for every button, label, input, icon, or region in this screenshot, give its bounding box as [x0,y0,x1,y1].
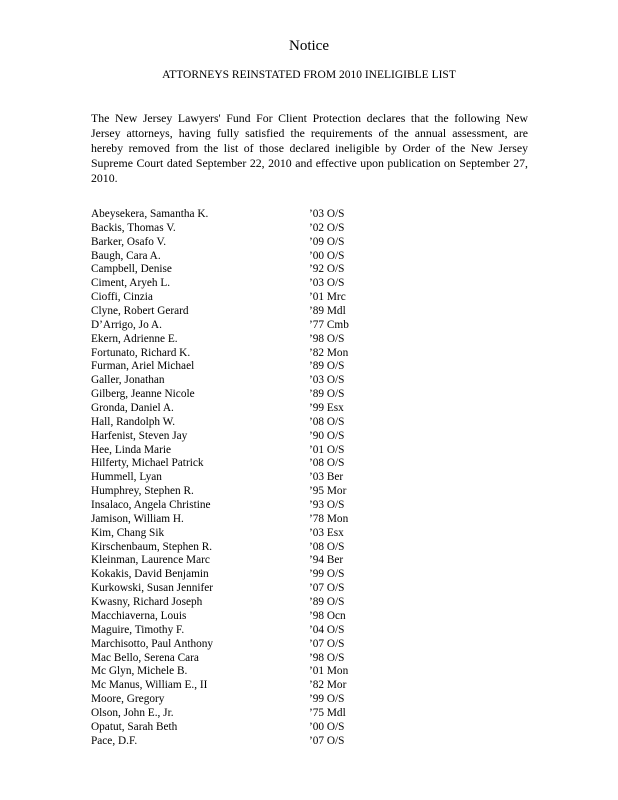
attorney-name: D’Arrigo, Jo A. [91,318,162,331]
attorney-name: Backis, Thomas V. [91,221,176,234]
attorney-name: Fortunato, Richard K. [91,346,191,359]
attorney-year-county: ’00 O/S [309,720,345,733]
attorney-year-county: ’03 Esx [309,526,344,539]
attorney-year-county: ’08 O/S [309,457,345,470]
attorney-row [91,652,391,666]
attorney-year-county: ’78 Mon [309,512,349,525]
attorney-name: Gronda, Daniel A. [91,402,174,415]
attorney-name: Mac Bello, Serena Cara [91,651,199,664]
attorney-row [91,596,391,610]
attorney-name: Kim, Chang Sik [91,526,165,539]
attorney-row [91,236,391,250]
attorney-year-county: ’07 O/S [309,734,345,747]
attorney-row [91,319,391,333]
attorney-row [91,665,391,679]
attorney-row [91,277,391,291]
attorney-year-county: ’95 Mor [309,485,347,498]
attorney-row [91,554,391,568]
attorney-row [91,679,391,693]
attorney-year-county: ’99 O/S [309,568,345,581]
attorney-year-county: ’89 O/S [309,360,345,373]
attorney-year-county: ’82 Mor [309,679,347,692]
attorney-year-county: ’01 Mon [309,665,349,678]
attorney-name: Abeysekera, Samantha K. [91,208,209,220]
attorney-name: Macchiaverna, Louis [91,609,187,622]
attorney-year-county: ’89 Mdl [309,305,346,318]
attorney-year-county: ’98 Ocn [309,609,346,622]
attorney-name: Ciment, Aryeh L. [91,277,171,290]
attorney-row [91,402,391,416]
attorney-year-county: ’99 O/S [309,693,345,706]
attorney-name: Kleinman, Laurence Marc [91,554,210,567]
attorney-name: Furman, Ariel Michael [91,360,195,373]
attorney-name: Harfenist, Steven Jay [91,429,188,442]
attorney-year-county: ’89 O/S [309,596,345,609]
attorney-row [91,735,391,749]
attorney-year-county: ’92 O/S [309,263,345,276]
attorney-name: Barker, Osafo V. [91,235,167,248]
attorney-name: Hee, Linda Marie [91,443,171,456]
attorney-name: Jamison, William H. [91,512,184,525]
attorney-year-county: ’82 Mon [309,346,349,359]
attorney-name: Olson, John E., Jr. [91,706,174,719]
attorney-name: Maguire, Timothy F. [91,623,185,636]
attorney-row [91,513,391,527]
attorney-year-county: ’03 Ber [309,471,344,484]
attorney-name: Kirschenbaum, Stephen R. [91,540,213,553]
attorney-list [91,208,391,749]
attorney-name: Kokakis, David Benjamin [91,568,209,581]
attorney-name: Pace, D.F. [91,734,138,747]
attorney-year-county: ’07 O/S [309,582,345,595]
attorney-row [91,457,391,471]
attorney-year-county: ’01 O/S [309,443,345,456]
attorney-year-county: ’98 O/S [309,651,345,664]
attorney-row [91,721,391,735]
attorney-year-county: ’00 O/S [309,249,345,262]
attorney-name: Mc Manus, William E., II [91,679,208,692]
attorney-row [91,499,391,513]
attorney-name: Moore, Gregory [91,693,165,706]
attorney-name: Gilberg, Jeanne Nicole [91,388,195,401]
attorney-name: Humphrey, Stephen R. [91,485,194,498]
attorney-year-county: ’03 O/S [309,208,345,220]
attorney-year-county: ’98 O/S [309,332,345,345]
attorney-row [91,222,391,236]
attorney-name: Cioffi, Cinzia [91,291,153,304]
attorney-name: Hilferty, Michael Patrick [91,457,204,470]
attorney-row [91,333,391,347]
attorney-name: Insalaco, Angela Christine [91,499,211,512]
attorney-name: Opatut, Sarah Beth [91,720,178,733]
attorney-name: Mc Glyn, Michele B. [91,665,188,678]
attorney-year-county: ’09 O/S [309,235,345,248]
attorney-year-county: ’93 O/S [309,499,345,512]
notice-title: Notice [289,38,329,54]
attorney-row [91,624,391,638]
attorney-row [91,291,391,305]
attorney-name: Clyne, Robert Gerard [91,305,189,318]
attorney-year-county: ’08 O/S [309,415,345,428]
attorney-name: Hall, Randolph W. [91,415,176,428]
attorney-name: Ekern, Adrienne E. [91,332,178,345]
attorney-year-county: ’90 O/S [309,429,345,442]
attorney-row [91,360,391,374]
attorney-row [91,347,391,361]
attorney-row [91,374,391,388]
attorney-year-county: ’99 Esx [309,402,344,415]
attorney-row [91,541,391,555]
attorney-year-county: ’04 O/S [309,623,345,636]
attorney-year-county: ’02 O/S [309,221,345,234]
attorney-name: Baugh, Cara A. [91,249,161,262]
attorney-row [91,471,391,485]
attorney-year-county: ’94 Ber [309,554,344,567]
attorney-year-county: ’03 O/S [309,374,345,387]
notice-subtitle: ATTORNEYS REINSTATED FROM 2010 INELIGIBLE LIST [162,69,456,81]
attorney-row [91,416,391,430]
attorney-year-county: ’01 Mrc [309,291,346,304]
attorney-name: Marchisotto, Paul Anthony [91,637,214,650]
attorney-row [91,208,391,222]
attorney-row [91,638,391,652]
attorney-row [91,693,391,707]
attorney-row [91,305,391,319]
attorney-row [91,527,391,541]
attorney-name: Galler, Jonathan [91,374,165,387]
attorney-row [91,444,391,458]
attorney-name: Kurkowski, Susan Jennifer [91,582,214,595]
attorney-row [91,430,391,444]
attorney-name: Kwasny, Richard Joseph [91,596,203,609]
attorney-year-county: ’89 O/S [309,388,345,401]
attorney-row [91,582,391,596]
attorney-year-county: ’03 O/S [309,277,345,290]
attorney-row [91,610,391,624]
attorney-year-county: ’75 Mdl [309,706,346,719]
attorney-name: Hummell, Lyan [91,471,162,484]
attorney-row [91,263,391,277]
attorney-name: Campbell, Denise [91,263,172,276]
attorney-year-county: ’08 O/S [309,540,345,553]
attorney-year-county: ’77 Cmb [309,318,349,331]
attorney-row [91,485,391,499]
attorney-row [91,707,391,721]
notice-intro-paragraph: The New Jersey Lawyers' Fund For Client Protection declares that the following New Jersey attorneys, having fully satisfied the requirements of the annual assessment, are hereby removed from the list of those declared ineligible by Order of the New Jersey Supreme Court dated September 22, 2010 and effective upon publication on September 27, 2010. [91,111,528,185]
attorney-row [91,250,391,264]
attorney-row [91,388,391,402]
attorney-row [91,568,391,582]
attorney-year-county: ’07 O/S [309,637,345,650]
